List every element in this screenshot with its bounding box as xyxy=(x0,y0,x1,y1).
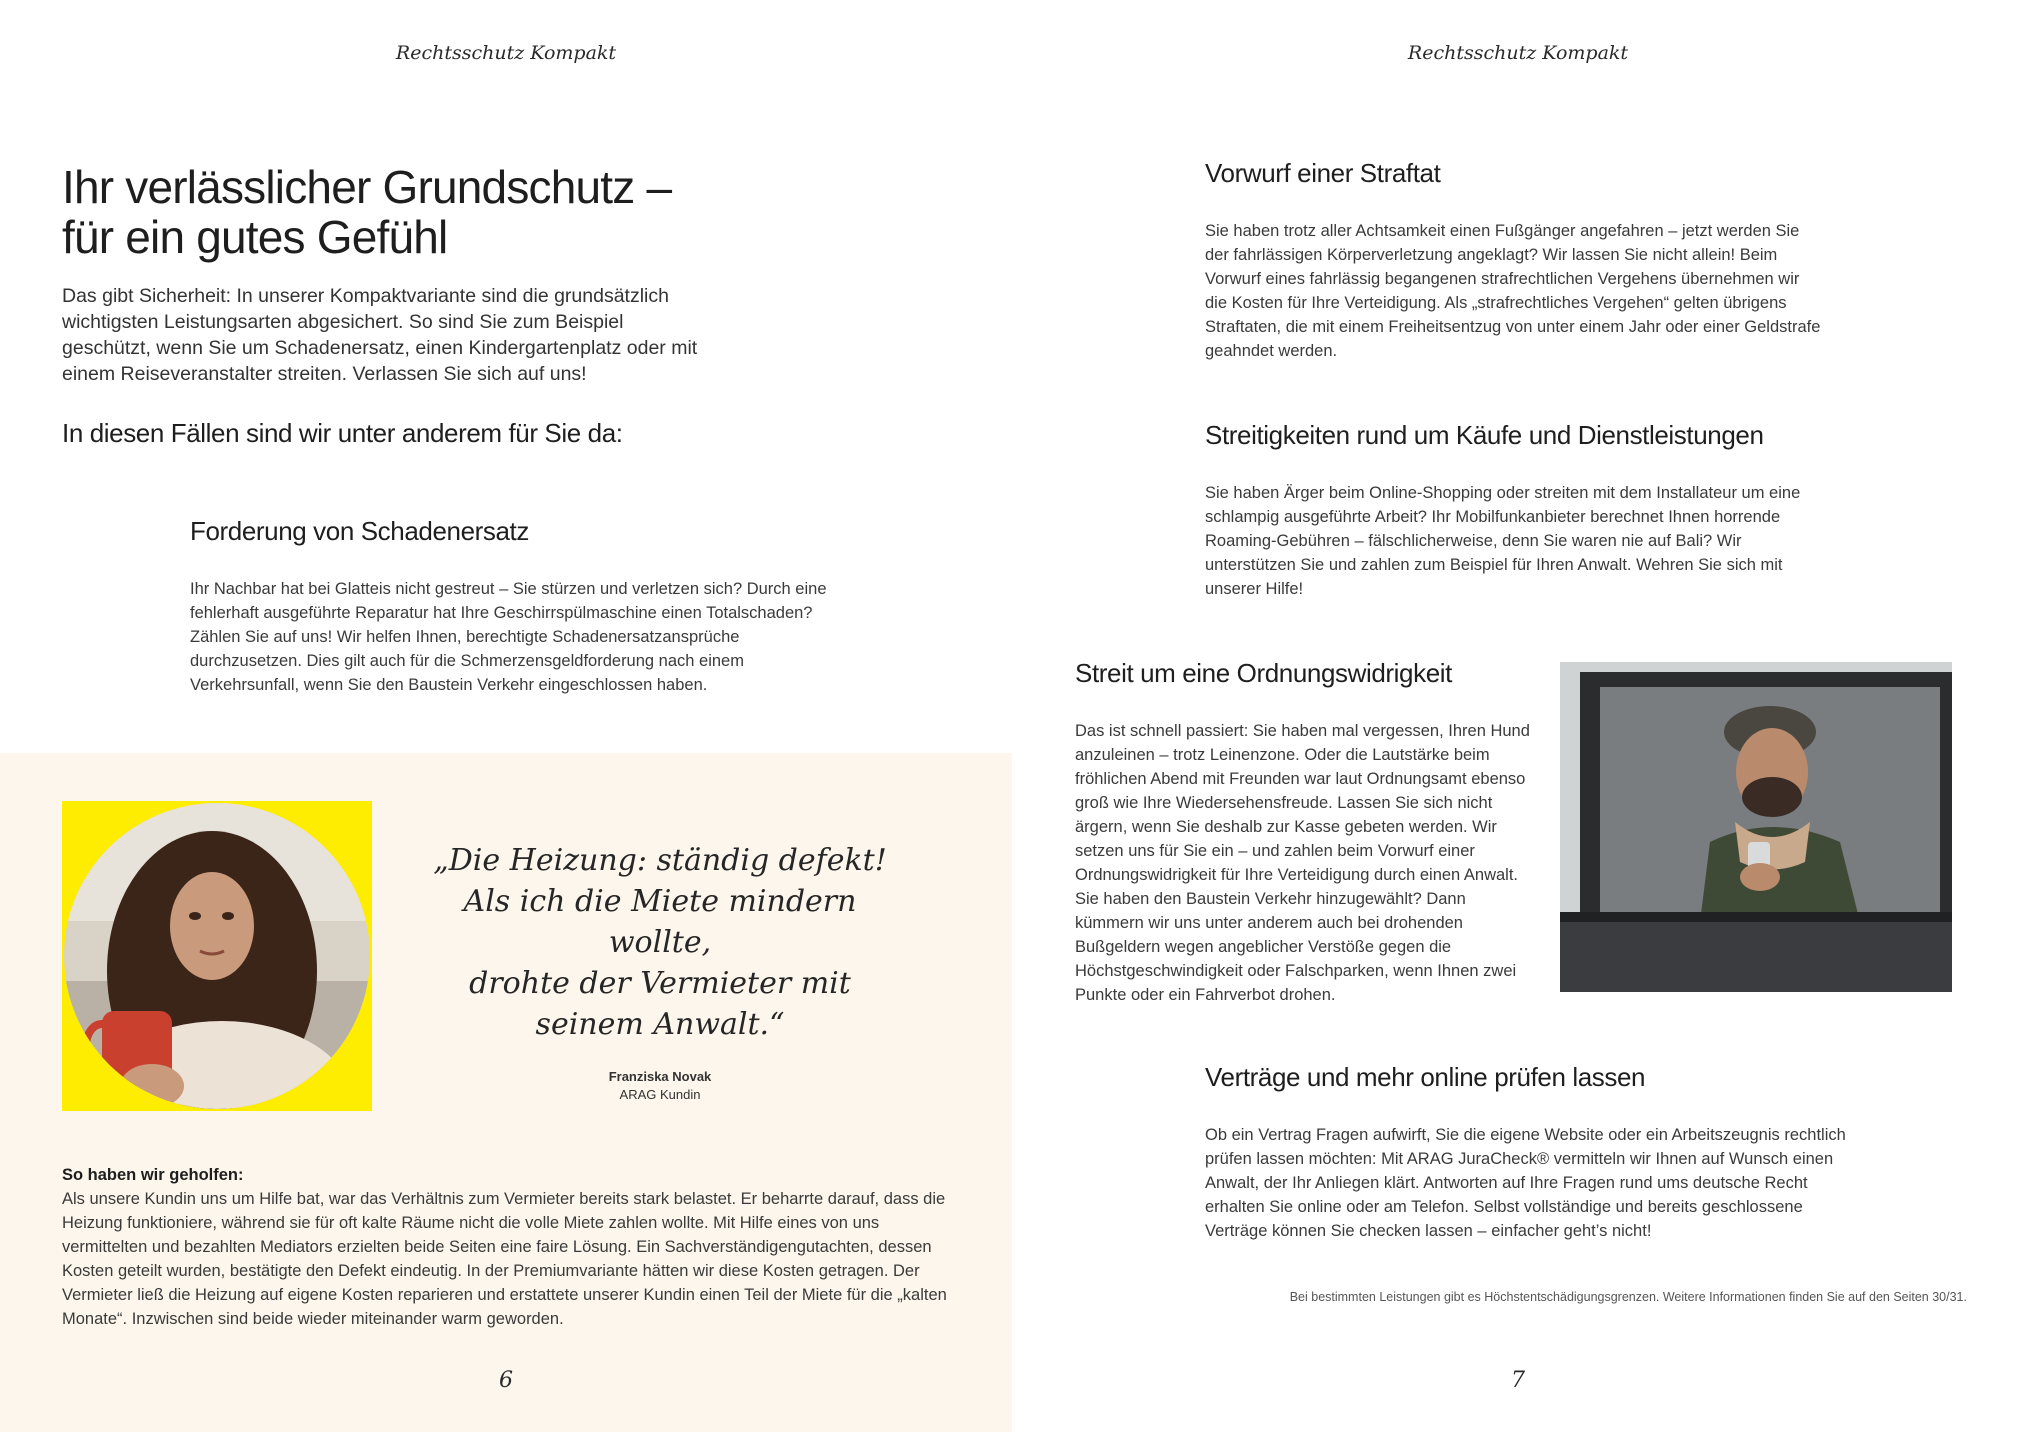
administrative-offense-body: Das ist schnell passiert: Sie haben mal vergessen, Ihren Hund anzuleinen – trotz Leinenzone. Oder die Lautstärke beim fröhlichen Abend mit Freunden war laut Ordnungsamt ebenso groß wie Ihre Wiedersehensfreude. Lassen Sie sich nicht ärgern, wenn Sie deshalb zur Kasse gebeten werden. Wir setzen uns für Sie ein – und zahlen beim Vorwurf einer Ordnungswidrigkeit für Ihre Verteidigung durch einen Anwalt. Sie haben den Baustein Verkehr hinzugewählt? Dann kümmern wir uns unter anderem auch bei drohenden Bußgeldern wegen angeblicher Verstöße gegen die Höchstgeschwindigkeit oder Falschparken, wenn Ihnen zwei Punkte oder ein Fahrverbot drohen. xyxy=(1075,722,1530,1004)
how-we-helped-body: Als unsere Kundin uns um Hilfe bat, war das Verhältnis zum Vermieter bereits stark belastet. Er beharrte darauf, dass die Heizung funktioniere, während sie für oft kalte Räume nicht die volle Miete zahlen wollte. Mit Hilfe eines von uns vermittelten und bezahlten Mediators erzielten beide Seiten eine faire Lösung. Ein Sachverständigengutachten, dessen Kosten geteilt wurden, bestätigte den Defekt eindeutig. In der Premiumvariante hätten wir diese Kosten getragen. Der Vermieter ließ die Heizung auf eigene Kosten reparieren und erstattete unserer Kundin einen Teil der Miete für die „kalten Monate“. Inzwischen sind beide wieder miteinander warm geworden. xyxy=(62,1190,947,1328)
intro-text: Das gibt Sicherheit: In unserer Kompaktvariante sind die grundsätzlich wichtigsten Leistungsarten abgesichert. So sind Sie zum Beispiel geschützt, wenn Sie um Schadenersatz, einen Kindergartenplatz oder mit einem Reiseveranstalter streiten. Verlassen Sie sich auf uns! xyxy=(62,285,698,385)
right-page xyxy=(1012,0,2024,1432)
how-we-helped-title: So haben wir geholfen: xyxy=(62,1166,244,1184)
portrait-image xyxy=(62,801,372,1111)
online-check-section xyxy=(1205,1062,1865,1243)
quote-text xyxy=(430,840,890,1045)
damages-section xyxy=(190,516,850,697)
criminal-charge-heading: Vorwurf einer Straftat xyxy=(1205,158,1441,188)
quote-line: seinem Anwalt.“ xyxy=(535,1007,785,1042)
purchase-disputes-section xyxy=(1205,420,1825,601)
cases-heading: In diesen Fällen sind wir unter anderem für Sie da: xyxy=(62,418,623,448)
criminal-charge-body: Sie haben trotz aller Achtsamkeit einen Fußgänger angefahren – jetzt werden Sie der fahrlässigen Körperverletzung angeklagt? Wir lassen Sie nicht allein! Beim Vorwurf eines fahrlässig begangenen strafrechtlichen Vergehens übernehmen wir die Kosten für Ihre Verteidigung. Als „strafrechtliches Vergehen“ gelten übrigens Straftaten, die mit einem Freiheitsentzug von unter einem Jahr oder einer Geldstrafe geahndet werden. xyxy=(1205,222,1821,360)
administrative-offense-heading: Streit um eine Ordnungswidrigkeit xyxy=(1075,658,1452,688)
footnote: Bei bestimmten Leistungen gibt es Höchstentschädigungsgrenzen. Weitere Informationen finden Sie auf den Seiten 30/31. xyxy=(1289,1290,1967,1304)
running-head: Rechtsschutz Kompakt xyxy=(395,42,617,64)
purchase-disputes-heading: Streitigkeiten rund um Käufe und Dienstleistungen xyxy=(1205,420,1764,450)
page-title xyxy=(62,162,762,262)
damages-heading: Forderung von Schadenersatz xyxy=(190,516,529,546)
purchase-disputes-body: Sie haben Ärger beim Online-Shopping oder streiten mit dem Installateur um eine schlampig ausgeführte Arbeit? Ihr Mobilfunkanbieter berechnet Ihnen horrende Roaming-Gebühren – fälschlicherweise, denn Sie waren nie auf Bali? Wir unterstützen Sie und zahlen zum Beispiel für Ihren Anwalt. Wehren Sie sich mit unserer Hilfe! xyxy=(1205,484,1801,598)
online-check-body: Ob ein Vertrag Fragen aufwirft, Sie die eigene Website oder ein Arbeitszeugnis rechtlich prüfen lassen möchten: Mit ARAG JuraCheck® vermitteln wir Ihnen auf Wunsch einen Anwalt, der Ihr Anliegen klärt. Antworten auf Ihre Fragen rund ums deutsche Recht erhalten Sie online oder am Telefon. Selbst vollständige und bereits geschlossene Verträge können Sie checken lassen – einfacher geht’s nicht! xyxy=(1205,1126,1846,1240)
testimonial-quote xyxy=(430,840,890,1102)
driver-photo xyxy=(1560,662,1952,992)
title-line-2: für ein gutes Gefühl xyxy=(62,211,448,263)
title-line-1: Ihr verlässlicher Grundschutz – xyxy=(62,161,672,213)
quote-author-role: ARAG Kundin xyxy=(619,1087,701,1102)
quote-author-name: Franziska Novak xyxy=(608,1069,712,1084)
quote-line: drohte der Vermieter mit xyxy=(469,966,851,1001)
page-number: 7 xyxy=(1511,1368,1525,1393)
administrative-offense-section xyxy=(1075,658,1535,1007)
driver-image xyxy=(1560,662,1952,992)
online-check-heading: Verträge und mehr online prüfen lassen xyxy=(1205,1062,1646,1092)
quote-line: „Die Heizung: ständig defekt! xyxy=(433,843,887,878)
page-number: 6 xyxy=(499,1368,513,1393)
damages-body: Ihr Nachbar hat bei Glatteis nicht gestreut – Sie stürzen und verletzen sich? Durch eine fehlerhaft ausgeführte Reparatur hat Ihre Geschirrspülmaschine einen Totalschaden? Zählen Sie auf uns! Wir helfen Ihnen, berechtigte Schadenersatzansprüche durchzusetzen. Dies gilt auch für die Schmerzensgeldforderung nach einem Verkehrsunfall, wenn Sie den Baustein Verkehr eingeschlossen haben. xyxy=(190,580,827,694)
quote-line: Als ich die Miete mindern wollte, xyxy=(463,884,857,960)
running-head: Rechtsschutz Kompakt xyxy=(1407,42,1629,64)
criminal-charge-section xyxy=(1205,158,1825,363)
how-we-helped-section xyxy=(62,1166,952,1331)
customer-portrait xyxy=(62,801,372,1111)
